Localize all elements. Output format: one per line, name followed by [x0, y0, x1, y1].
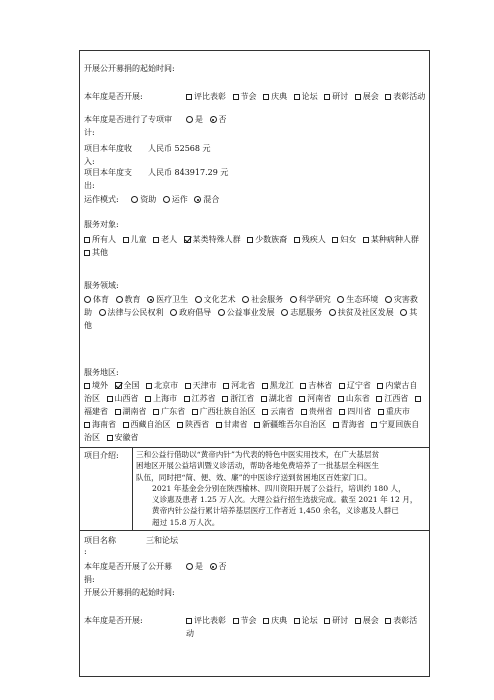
activity-options: 评比表彰 节会 庆典 论坛 研讨 展会 表彰活动 [186, 90, 425, 103]
expense-label-cont: 出: [84, 181, 95, 190]
service-fields-options: 体育 教育 医疗卫生 文化艺术 社会服务 科学研究 生态环境 灾害救助 法律与公民权利 政府倡导 公益事业发展 志愿服务 扶贫及社区发展 其他 [84, 295, 418, 330]
radio-icon[interactable] [131, 196, 138, 203]
checkbox-icon[interactable] [332, 237, 338, 243]
audit-label: 本年度是否进行了专项审 [84, 115, 172, 124]
expense-value: 人民币 843917.29 元 [148, 168, 229, 177]
checkbox-icon[interactable] [107, 435, 113, 441]
checkbox-icon[interactable] [339, 409, 345, 415]
radio-icon[interactable] [163, 196, 170, 203]
checkbox-icon[interactable] [294, 94, 300, 100]
audit-radio-group: 是 否 [186, 113, 227, 126]
radio-icon[interactable] [329, 309, 336, 316]
radio-icon[interactable] [400, 309, 407, 316]
fundraise-label: 本年度是否开展了公开募 [84, 562, 172, 571]
checkbox-icon[interactable] [84, 383, 90, 389]
radio-selected-icon[interactable] [194, 196, 201, 203]
checkbox-icon[interactable] [299, 396, 305, 402]
activity-label: 本年度是否开展: [84, 92, 143, 101]
checkbox-icon[interactable] [415, 396, 421, 402]
checkbox-icon[interactable] [84, 422, 90, 428]
checkbox-icon[interactable] [324, 618, 330, 624]
radio-icon[interactable] [186, 116, 193, 123]
expense-label: 项目本年度支 [84, 168, 132, 177]
checkbox-icon[interactable] [377, 383, 383, 389]
checkbox-icon[interactable] [324, 94, 330, 100]
checkbox-icon[interactable] [84, 237, 90, 243]
checkbox-icon[interactable] [107, 396, 113, 402]
radio-icon[interactable] [116, 296, 123, 303]
checkbox-icon[interactable] [294, 618, 300, 624]
mode-row: 运作模式: 资助 运作 混合 [84, 195, 220, 204]
radio-icon[interactable] [195, 296, 202, 303]
divider [79, 50, 429, 51]
checkbox-icon[interactable] [261, 396, 267, 402]
radio-icon[interactable] [290, 296, 297, 303]
divider [132, 447, 133, 530]
checkbox-icon[interactable] [223, 383, 229, 389]
start-time-label: 开展公开募捐的起始时间: [84, 588, 175, 597]
project-name-label: 项目名称 [84, 536, 116, 545]
radio-icon[interactable] [337, 296, 344, 303]
service-areas-label: 服务地区: [84, 368, 119, 377]
intro-label: 项目介绍: [84, 451, 119, 460]
checkbox-icon[interactable] [385, 618, 391, 624]
checkbox-icon[interactable] [233, 94, 239, 100]
radio-selected-icon[interactable] [210, 116, 217, 123]
service-targets-label: 服务对象: [84, 220, 119, 229]
checkbox-icon[interactable] [301, 409, 307, 415]
checkbox-icon[interactable] [222, 396, 228, 402]
checkbox-icon[interactable] [262, 409, 268, 415]
checkbox-icon[interactable] [233, 618, 239, 624]
divider [79, 676, 429, 677]
checkbox-icon[interactable] [123, 422, 129, 428]
checkbox-icon[interactable] [84, 250, 90, 256]
checkbox-icon[interactable] [294, 237, 300, 243]
radio-selected-icon[interactable] [210, 563, 217, 570]
radio-icon[interactable] [170, 309, 177, 316]
checkbox-checked-icon[interactable] [184, 236, 191, 243]
checkbox-icon[interactable] [355, 618, 361, 624]
audit-label-cont: 计: [84, 128, 95, 137]
radio-icon[interactable] [99, 309, 106, 316]
checkbox-icon[interactable] [363, 237, 369, 243]
service-areas-options: 境外 全国 北京市 天津市 河北省 黑龙江 吉林省 辽宁省 内蒙古自治区 山西省 上海市 江苏省 浙江省 湖北省 河南省 山东省 江西省 福建省 湖南省 广东省 广西壮族自治区 云南省 贵州省 四川省 重庆市 海南省 西藏自治区 陕西省 甘肃省 新疆维吾尔自治区 青海省 宁夏回族自治区 安徽省 [84, 381, 420, 442]
income-label-cont: 入: [84, 157, 95, 166]
checkbox-icon[interactable] [385, 94, 391, 100]
radio-icon[interactable] [84, 296, 91, 303]
checkbox-icon[interactable] [378, 409, 384, 415]
checkbox-icon[interactable] [145, 396, 151, 402]
checkbox-icon[interactable] [146, 383, 152, 389]
checkbox-icon[interactable] [216, 422, 222, 428]
radio-icon[interactable] [242, 296, 249, 303]
checkbox-icon[interactable] [300, 383, 306, 389]
checkbox-icon[interactable] [339, 383, 345, 389]
checkbox-icon[interactable] [263, 618, 269, 624]
checkbox-icon[interactable] [177, 422, 183, 428]
checkbox-icon[interactable] [371, 422, 377, 428]
checkbox-icon[interactable] [355, 94, 361, 100]
fundraise-radio-group: 是 否 [186, 560, 227, 573]
checkbox-icon[interactable] [192, 409, 198, 415]
checkbox-icon[interactable] [262, 383, 268, 389]
fundraise-label-cont: 捐: [84, 575, 95, 584]
checkbox-icon[interactable] [153, 237, 159, 243]
project-name-colon: : [84, 547, 87, 556]
radio-icon[interactable] [281, 309, 288, 316]
checkbox-icon[interactable] [186, 618, 192, 624]
radio-icon[interactable] [218, 309, 225, 316]
checkbox-icon[interactable] [185, 383, 191, 389]
activity-options: 评比表彰 节会 庆典 论坛 研讨 展会 表彰活动 [186, 616, 418, 638]
checkbox-checked-icon[interactable] [115, 382, 122, 389]
checkbox-icon[interactable] [115, 409, 121, 415]
radio-icon[interactable] [186, 563, 193, 570]
checkbox-icon[interactable] [186, 94, 192, 100]
income-value: 人民币 52568 元 [148, 144, 211, 153]
intro-text: 三和公益行借助以“黄帝内针”为代表的特色中医实用技术，在广大基层贫 困地区开展公益培训暨义诊活动，帮助各地免费培养了一批基层全科医生 队伍，同时把“简、便、效、廉”的中医诊疗送到贫困地区百姓家门口。 2021 年基金会分别在陕西榆林、四川资阳开展了公益行，培训约 180 人， 义诊惠及患者 1.25 万人次。大理公益行招生选拔完成。截至 2021 年 12 月， 黄帝内针公益行累计培养基层医疗工作者近 1,450 余名，义诊惠及人群已 超过 15.8 万人次。 [136, 450, 418, 527]
checkbox-icon[interactable] [338, 396, 344, 402]
divider [79, 530, 429, 531]
checkbox-icon[interactable] [376, 396, 382, 402]
radio-icon[interactable] [385, 296, 392, 303]
project-name-value: 三和论坛 [146, 536, 178, 545]
checkbox-icon[interactable] [247, 237, 253, 243]
service-targets-options: 所有人 儿童 老人 某类特殊人群 少数族裔 残疾人 妇女 某种病种人群 其他 [84, 233, 424, 259]
service-fields-label: 服务领域: [84, 281, 119, 290]
checkbox-icon[interactable] [184, 396, 190, 402]
checkbox-icon[interactable] [153, 409, 159, 415]
checkbox-icon[interactable] [263, 94, 269, 100]
activity-label: 本年度是否开展: [84, 616, 143, 625]
start-time-label: 开展公开募捐的起始时间: [84, 64, 175, 73]
checkbox-icon[interactable] [123, 237, 129, 243]
income-label: 项目本年度收 [84, 144, 132, 153]
checkbox-icon[interactable] [333, 422, 339, 428]
radio-selected-icon[interactable] [147, 296, 154, 303]
checkbox-icon[interactable] [254, 422, 260, 428]
